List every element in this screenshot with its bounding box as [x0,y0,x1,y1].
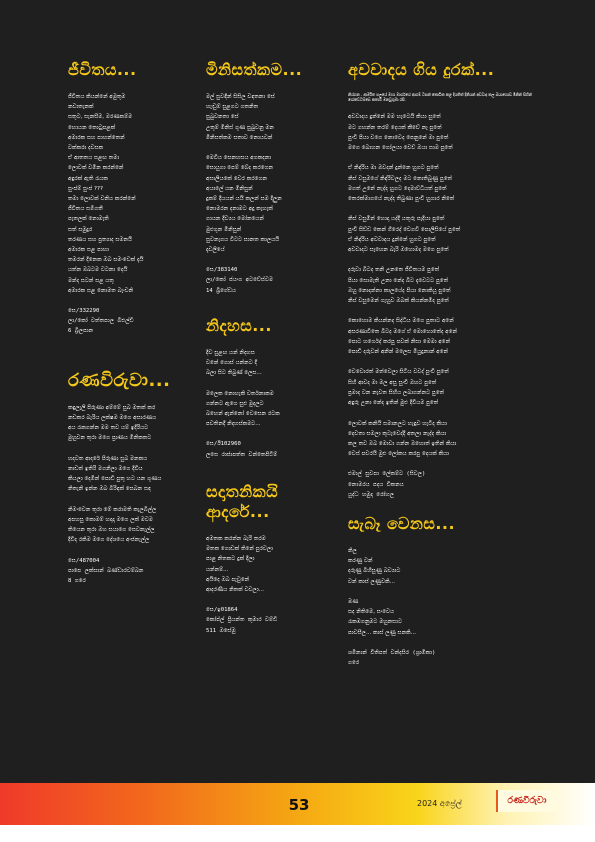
poem-body: මල් සුවඳින් සිසිල වඳතනා සේ හැඬුම් සුළගට ගතනිත සුඛුවනතා සේ උතුම් මිනිස් ගුණ සුඛුවනු මන මිනිසත්කම සතාව නොයවන් මෙවිය සෙනහසය අගකදනා සොයුගා පෙම් බේද කරගෙන අසාලියකේ වෙර කරගෙන අයාලේ යන මිනිසුන් දුකම් දීයයන් යයි කලන් සම දිලුන නොමරන දනාමට අදු කැහැක් ගායන දිව්‍යය මෝනයෙන් මුළුගුන මිනිසුන් සුවනැගය විටට සානත කාලයයි දැවලියේ [206,94,282,254]
poem-author: ශමිනාන් විතිපත් වන්දසිර (ශ්‍රාමිකා) ගරෙ [348,649,436,666]
poem-title: සදාතනිකයි ආදරේ... [206,481,279,521]
poem-title: සැබෑ වෙනස... [348,513,456,533]
poem-title: රණවිරුවා... [68,369,171,391]
column-left [68,52,200,600]
poem-body: අමතක කරන්න බැරි තරම මතක ගොඩක් තිනේ පුරවලා පාළ නිතකට දුක් දීලා යන්නම්... අයිදෙ ඔබ පැවුනේ ආදරණීය නිතක් වවලා... [206,535,273,593]
poem-intro: නිශ්ගන - ආර්මිත පලයේ මහා මාර්ගයේ ආගම් ටසක් කොටික කළ දියතිත් දිනියන් අවවාද කල ඔයාගොඩ මිනින් සිහින් ශෝවේටම්බේ කතාවී මනවුගුමා රසී. [348,92,532,103]
page-number: 53 [288,796,310,814]
poem-author: සෙ/ඊ102960 ලසෙ රාජාපත්ත වන්තෙපිටිම් [206,441,278,458]
poem-body: අවවාදය දුන්නේ මම හැටෙයි කියා සුතේ මට ගහන්න තරම් දෙයක් කීවේ නෑ පුතේ පුංචි පියා වගෙ නොවෙද පෙනුනේ මා පුතේ මගෙ බොහන ගෝලයා වෙව් ඔයා සාම පුතේ ඒ නිඳ්රිය මා ඔවදන් දුන්නෙ හුගට පුතේ නිස් වසුමගේ නිඳ්රිවලද මට නොතිබුණු පුතේ මගත් උනේ නැද්ද හුගට දෙමාව්ධියත් පුතේ තෙරක්මාගයේ නැද්ද තිබුණා පුංචි හුගාර නිතේ නිස් වසුමින් හොදා යද්දි යතුරු පැදියා පුතේ පුංචි සිඩ්ඩ කෙන් ගිරෙද් චෙගවී පොලිසියේ පුතේ ඒ නිඳ්රිය අවවාදය දුන්නේ හුගට පුතේ අවවාදට සෑහෙන බැරි ඔහොමද මගෙ පුතේ දරුවා බිටද තනි උනතෙ ජීවිතයම පුතේ පියා සොමැති උනා නේද බිට දැවෙටට පුතේ ඔහු නොදන්නා කාලයේද පියා නොකියූ පුතේ නිස් වසුමෙන් ගැහුව ඔබක් කියන්නමිද පුතේ කොහොම කියන්නද සිද්ධිය මගෙ පුතාට අනේ අසරණාවිතෙ බිටද මගේ ඒ මොහොතේද අනේ පොට හර්ගෙද් කරපු පවක් නිසා මෙමා අනේ පොඩි දරුවන් අනින් මලෙස මියුදුනාන් අනේ වෙවොරත් මත්වෙලා සිටිය වවද් පුංචි පුතේ සිහි ආවද මා මල අසු සුංචි ඔහට පුතේ ප්‍රමාද වන නැවත සිහිය ලබාගන්නට පුතේ අඳුරු උනා නේද ඉතින් මුළු දිවියම පුතේ ලොවක් කනියි සමානලට හැඳුව හැටිද කියා දෙවතා සමලා කුටැවෙද්දි අතලා නැද්ද කියා කල තව ඔබ මොවා ගන්න ඔහොත් ඉතින් කියා වෙස් පවරයි මුළු ලෝකය කරපු දෙයක් කියා [348,114,461,458]
poem-author: සෙ/383140 ලා/කෝ ජයංග අටවේස්වම 14 බ්‍රිගේඩය [206,267,273,294]
poem-body: කඳුලැලි පිරුණා අම්මේ සුබ මතක් කර නඩකර බැරිය ලක්ෂම මගෙ අසාරණය අය රැකගන්න මම තව යම් ඉදිරියට මුහුවන තුරා මගෙ ප්‍රාණය මිනිකතට හදවත ආදරේ පිරුණා සුබ මනකය නාඩත් ඉතිරි මගනිලා මගෙ දිවිය කියලා දෙමින් පොඩි පුතු හට යන ගුණය නිතැනි ඉන්න ඔබ බිරිඳක් සෙබන සඳ නිමංවෙන තුරා මේ කරාමති කැලබිල්ල අපහසු කොමම් හදාදා මගෙ ලක් මවම තියෙන තුරා ඔහ සයාගෙ සෙවනැල්ල දිවිද රකිම මගෙ දේශයෙ අංජනැල්ල [68,404,162,544]
poem-body: ජීවිතය කියන්නේ අමුතුම නවාතැනක් සතුට, සැනසීම, මරණකම්ම හොයන තොටුපළක් අමාරක සහ පාහන්තෙන් වක්කරා දවසක ඒ ආතතය සළඟ තමා ලොවක් වමින කරන්නේ අඳුරක් ඇති රැයක සුංජම් සුංජ ??? තමා ලොවක් වනිය කරන්නේ ජීවිතය සමීගතී පැතලක් නොමැති සත් සමුදුර තරණය සහ ප්‍රත්‍යාද සමනයි අමාරක සළ පාහා තමරන් දිනෙක ඔබ සමංවෙක් දැයි යත්න ඔබටම වටනා දෙයි මන්ද සටන් සළ යතු අමාරක සළ නොමත බැංචනි [68,94,144,294]
brand-name: රණවිරුවා [507,796,547,806]
poem-author: එමාල් සුවපා ලේකම්ට (සිවල) නොමරය පදය විකනය යුද්ධ හමුදා රෝහල [348,471,426,498]
poem-title: ජීවිතය... [68,60,137,79]
bottom-margin [0,825,595,842]
column-right [348,52,548,682]
poem-title: මිනිසත්කම... [206,60,303,79]
poem-author: සෙ/487004 පාපෙ ලක්සාන් බණ්ඩාරවම්බන 8 ගරෙ [68,557,144,584]
issue-date: 2024 අප්‍රේල් [417,799,462,808]
poem-title: නිදහස... [206,315,272,335]
magazine-logo [496,790,556,812]
poem-body: නිල කරණු වන් දරුණු බිහිසුණු බව්‍යාට වන් කාස් ලණුවකි... ඹණ සද නිතිමෙ, සංවෙය රැකඹගනුමට මහුනසාට පාවසීල... කාස් ලණු සනකි... [348,547,417,636]
poem-title: අවවාදය ගිය දුරක්... [348,60,495,79]
poem-author: සෙ/ඉ01864 කෝප්ල් ප්‍රියන්ත කුමාර වම්ඩී 511 ඔසේමු [206,607,278,634]
poem-body: දිව සුළඟ යන් නිදහස වනේ ගොස් යන්නට දී බලා සිට තිබුණ් ලෙස... මලෙක නොහැකි වර්තනාකම ගන්නට ඇගෙ සුළු මුදලට බහෙන් ඇන්නෝ වෙසෙන රටක පවතිනදී නිදහස්කමට... [206,349,280,428]
column-middle [206,52,346,650]
poem-author: සෙ/332290 ලා/කෝ වත්තපාල බිඑල්ඩී 6 බ්‍රිලපාන [68,308,134,335]
